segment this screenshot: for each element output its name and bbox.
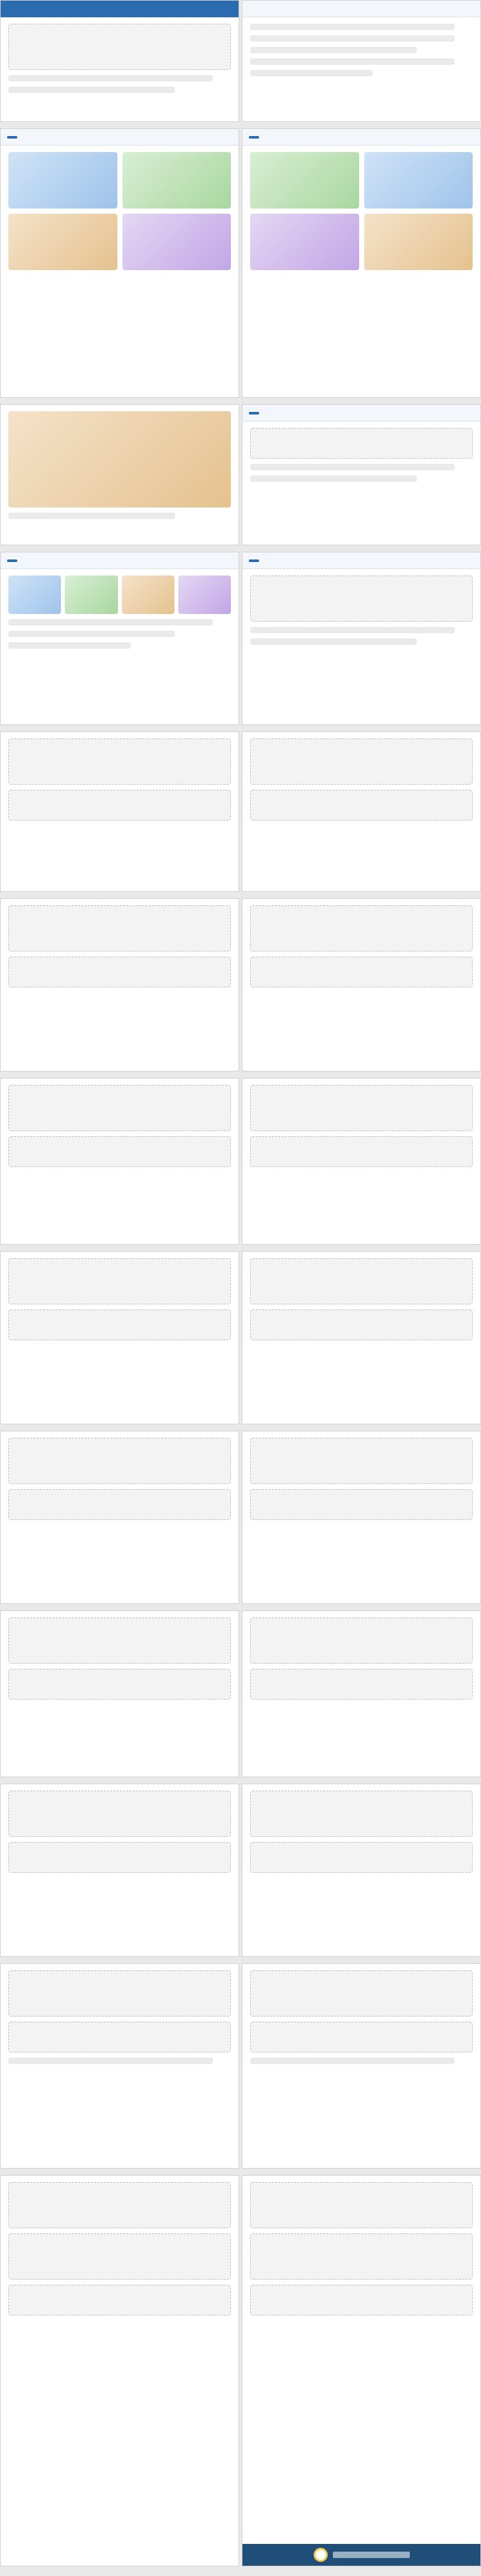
slide-03-photo xyxy=(122,214,232,270)
slide-06-header xyxy=(242,405,480,422)
slide-11-content xyxy=(8,905,231,951)
slide-01-body xyxy=(1,17,239,99)
slide-09-content xyxy=(8,738,231,785)
slide-07-line xyxy=(8,642,131,649)
slide-03-header xyxy=(1,129,239,146)
slide-16-content xyxy=(250,1258,473,1304)
slide-23-content xyxy=(8,1970,231,2017)
slide-04-photo xyxy=(250,214,359,270)
slide-01-line xyxy=(8,87,175,93)
slide-04-header xyxy=(242,129,480,146)
slide-03-photo xyxy=(122,152,232,209)
slide-06-body xyxy=(242,422,480,488)
slide-17 xyxy=(0,1431,239,1604)
slide-17-content xyxy=(8,1438,231,1484)
slide-10-body xyxy=(242,732,480,827)
slide-06-content xyxy=(250,428,473,459)
slide-03 xyxy=(0,128,239,398)
slide-25-content xyxy=(8,2285,231,2316)
slide-07-photo xyxy=(178,576,231,614)
slide-06 xyxy=(242,404,481,545)
slide-15 xyxy=(0,1251,239,1424)
slide-24-line xyxy=(250,2058,455,2064)
slide-24-content xyxy=(250,2022,473,2052)
row-9 xyxy=(0,1431,481,1604)
slide-05-line xyxy=(8,513,175,519)
slide-07-photo xyxy=(122,576,174,614)
slide-22-content xyxy=(250,1791,473,1837)
slide-06-line xyxy=(250,475,417,482)
slide-23-body xyxy=(1,1964,239,2070)
slide-08-header xyxy=(242,552,480,569)
slide-02-line xyxy=(250,35,455,42)
slide-03-body xyxy=(1,146,239,277)
slide-17-content xyxy=(8,1489,231,1520)
slide-05 xyxy=(0,404,239,545)
slide-26-content xyxy=(250,2182,473,2228)
slide-22 xyxy=(242,1784,481,1957)
brand-logo-icon xyxy=(314,2548,328,2562)
slide-02-header xyxy=(242,1,480,17)
slide-08-body xyxy=(242,569,480,651)
slide-22-body xyxy=(242,1784,480,1879)
slide-25-content xyxy=(8,2182,231,2228)
slide-19 xyxy=(0,1610,239,1777)
slide-08 xyxy=(242,552,481,725)
slide-10-content xyxy=(250,738,473,785)
row-6 xyxy=(0,898,481,1071)
slide-12-content xyxy=(250,957,473,987)
slide-18-body xyxy=(242,1431,480,1526)
slide-02-body xyxy=(242,17,480,83)
slide-04-photo xyxy=(364,214,473,270)
slide-06-badge xyxy=(249,412,259,414)
slide-19-body xyxy=(1,1611,239,1706)
row-8 xyxy=(0,1251,481,1424)
row-5 xyxy=(0,731,481,892)
slide-15-content xyxy=(8,1258,231,1304)
slide-23 xyxy=(0,1963,239,2169)
slide-13-body xyxy=(1,1079,239,1173)
slide-07-header xyxy=(1,552,239,569)
slide-02-line xyxy=(250,47,417,53)
slide-09 xyxy=(0,731,239,892)
brand-logo-text-placeholder xyxy=(333,2552,410,2558)
row-4 xyxy=(0,552,481,725)
slide-12-content xyxy=(250,905,473,951)
slide-02-line xyxy=(250,70,373,76)
slide-04-badge xyxy=(249,136,259,139)
slide-21 xyxy=(0,1784,239,1957)
slide-08-content xyxy=(250,576,473,622)
slide-25 xyxy=(0,2175,239,2566)
slide-26-body xyxy=(242,2176,480,2322)
slide-07-line xyxy=(8,631,175,637)
slide-16 xyxy=(242,1251,481,1424)
slide-03-badge xyxy=(7,136,17,139)
slide-20-body xyxy=(242,1611,480,1706)
slide-23-content xyxy=(8,2022,231,2052)
slide-11 xyxy=(0,898,239,1071)
slide-04 xyxy=(242,128,481,398)
slide-05-photo xyxy=(8,411,231,508)
slide-26-content xyxy=(250,2233,473,2280)
slide-21-content xyxy=(8,1791,231,1837)
row-12 xyxy=(0,1963,481,2169)
slide-03-photo xyxy=(8,214,117,270)
slide-10-content xyxy=(250,790,473,821)
slide-20-content xyxy=(250,1617,473,1664)
slide-16-content xyxy=(250,1309,473,1340)
slide-04-photo-grid xyxy=(250,152,473,270)
slide-02-line xyxy=(250,58,455,65)
slide-16-body xyxy=(242,1252,480,1347)
slide-01-header xyxy=(1,1,239,17)
slide-14-content xyxy=(250,1136,473,1167)
slide-09-content xyxy=(8,790,231,821)
slide-04-body xyxy=(242,146,480,277)
slide-08-line xyxy=(250,638,417,645)
slide-18-content xyxy=(250,1489,473,1520)
slide-15-body xyxy=(1,1252,239,1347)
row-1 xyxy=(0,0,481,122)
slide-07-badge xyxy=(7,559,17,562)
slide-11-content xyxy=(8,957,231,987)
row-3 xyxy=(0,404,481,545)
slide-17-body xyxy=(1,1431,239,1526)
slide-07-photo-row xyxy=(8,576,231,614)
slide-05-body xyxy=(1,405,239,525)
slide-20 xyxy=(242,1610,481,1777)
slide-13 xyxy=(0,1078,239,1245)
slide-07-body xyxy=(1,569,239,655)
slide-26 xyxy=(242,2175,481,2566)
slide-09-body xyxy=(1,732,239,827)
row-13 xyxy=(0,2175,481,2566)
slide-18-content xyxy=(250,1438,473,1484)
slide-25-content xyxy=(8,2233,231,2280)
slide-01-title-block xyxy=(8,24,231,70)
slide-08-line xyxy=(250,627,455,633)
slide-07-line xyxy=(8,619,213,626)
slide-07-photo xyxy=(8,576,61,614)
slide-21-content xyxy=(8,1842,231,1873)
brand-logo-bar xyxy=(242,2544,480,2566)
slide-20-content xyxy=(250,1669,473,1700)
row-10 xyxy=(0,1610,481,1777)
slide-24-content xyxy=(250,1970,473,2017)
slide-19-content xyxy=(8,1669,231,1700)
slide-03-photo-grid xyxy=(8,152,231,270)
slide-10 xyxy=(242,731,481,892)
slide-12 xyxy=(242,898,481,1071)
slide-22-content xyxy=(250,1842,473,1873)
row-11 xyxy=(0,1784,481,1957)
slide-21-body xyxy=(1,1784,239,1879)
slide-24-body xyxy=(242,1964,480,2070)
slide-14-content xyxy=(250,1085,473,1131)
slide-14-body xyxy=(242,1079,480,1173)
row-2 xyxy=(0,128,481,398)
slide-26-content xyxy=(250,2285,473,2316)
slide-04-photo xyxy=(364,152,473,209)
slide-12-body xyxy=(242,899,480,994)
slide-07 xyxy=(0,552,239,725)
slide-14 xyxy=(242,1078,481,1245)
slide-07-photo xyxy=(65,576,117,614)
slide-13-content xyxy=(8,1085,231,1131)
slide-02 xyxy=(242,0,481,122)
row-7 xyxy=(0,1078,481,1245)
slide-18 xyxy=(242,1431,481,1604)
slide-13-content xyxy=(8,1136,231,1167)
slide-06-line xyxy=(250,464,455,470)
slide-04-photo xyxy=(250,152,359,209)
slide-11-body xyxy=(1,899,239,994)
slide-02-line xyxy=(250,24,455,30)
slide-25-body xyxy=(1,2176,239,2322)
slide-03-photo xyxy=(8,152,117,209)
slide-23-line xyxy=(8,2058,213,2064)
slide-01-line xyxy=(8,75,213,81)
slide-19-content xyxy=(8,1617,231,1664)
slide-08-badge xyxy=(249,559,259,562)
slide-15-content xyxy=(8,1309,231,1340)
slide-01 xyxy=(0,0,239,122)
slide-24 xyxy=(242,1963,481,2169)
